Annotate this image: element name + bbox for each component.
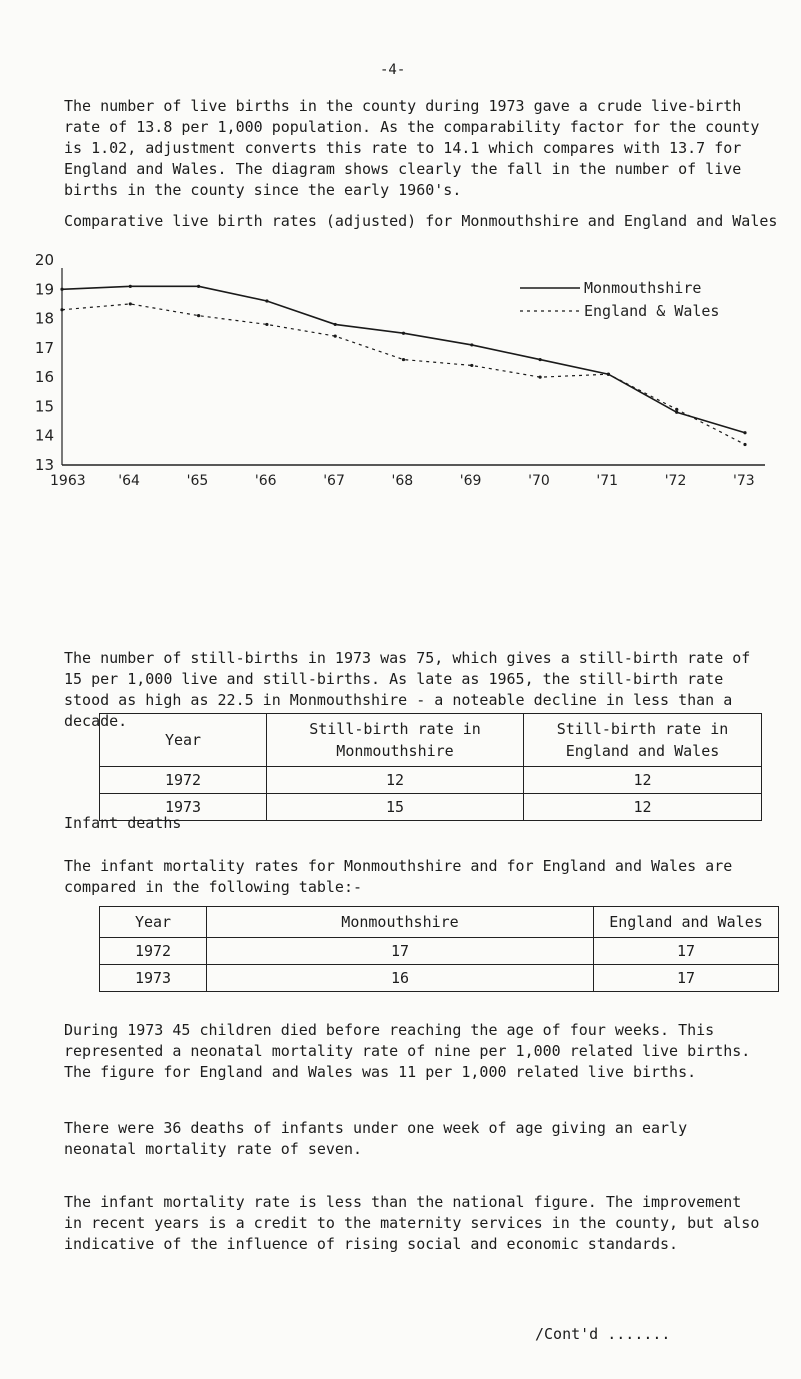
x-tick-label: '65 xyxy=(186,473,209,489)
data-point xyxy=(675,408,678,411)
page-number: -4- xyxy=(380,62,406,78)
stillbirth-header-monmouthshire: Still-birth rate in Monmouthshire xyxy=(267,714,524,767)
data-point xyxy=(607,373,610,376)
table-row xyxy=(100,767,762,794)
y-tick-label: 18 xyxy=(34,309,54,328)
chart-caption: Comparative live birth rates (adjusted) for Monmouthshire and England and Wales xyxy=(64,212,778,230)
birth-rate-chart xyxy=(0,240,801,560)
table-row xyxy=(100,938,779,965)
stillbirth-header-year: Year xyxy=(100,714,267,767)
data-point xyxy=(197,285,200,288)
x-tick-label: 1963 xyxy=(50,473,86,489)
table-cell: 17 xyxy=(594,938,779,965)
y-tick-label: 14 xyxy=(34,426,54,445)
table-row xyxy=(100,965,779,992)
infant-deaths-heading: Infant deaths xyxy=(64,814,182,832)
y-tick-label: 16 xyxy=(34,368,54,387)
data-point xyxy=(60,288,63,291)
data-point xyxy=(265,299,268,302)
x-tick-label: '64 xyxy=(118,473,140,489)
x-tick-label: '67 xyxy=(323,473,345,489)
intro-paragraph: The number of live births in the county during 1973 gave a crude live-birth rate of 13.8 per 1,000 population. As the comparability factor for the county is 1.02, adjustment converts this rate to 14.1 which compares with 13.7 for England and Wales. The diagram shows clearly the fall in the number of live births in the county since the early 1960's. xyxy=(64,97,760,199)
y-tick-label: 13 xyxy=(34,456,54,474)
data-point xyxy=(402,358,405,361)
table-cell: 12 xyxy=(524,794,762,821)
legend-label-monmouthshire: Monmouthshire xyxy=(584,279,702,297)
y-tick-label: 17 xyxy=(34,338,54,357)
data-point xyxy=(539,358,542,361)
improvement-paragraph: The infant mortality rate is less than the national figure. The improvement in recent years is a credit to the maternity services in the county, but also indicative of the influence of rising social and economic standards. xyxy=(64,1193,760,1253)
data-point xyxy=(334,335,337,338)
x-tick-label: '72 xyxy=(664,473,687,489)
early-neonatal-paragraph: There were 36 deaths of infants under one week of age giving an early neonatal mortality rate of seven. xyxy=(64,1119,688,1158)
x-tick-label: '69 xyxy=(459,473,482,489)
table-cell: 12 xyxy=(524,767,762,794)
data-point xyxy=(129,285,132,288)
continued-note: /Cont'd ....... xyxy=(535,1325,671,1343)
table-cell: 1972 xyxy=(100,938,207,965)
table-cell: 1973 xyxy=(100,965,207,992)
infant-header-monmouthshire: Monmouthshire xyxy=(207,907,594,938)
data-point xyxy=(743,431,746,434)
infant-header-england: England and Wales xyxy=(594,907,779,938)
table-cell: 15 xyxy=(267,794,524,821)
data-point xyxy=(334,323,337,326)
table-cell: 16 xyxy=(207,965,594,992)
x-tick-label: '73 xyxy=(733,473,755,489)
data-point xyxy=(539,376,542,379)
stillbirth-paragraph: The number of still-births in 1973 was 75, which gives a still-birth rate of 15 per 1,000 live and still-births. As late as 1965, the still-birth rate stood as high as 22.5 in Monmouthshire - a noteable decline in less than a decade. xyxy=(64,649,751,730)
table-cell: 17 xyxy=(594,965,779,992)
y-tick-label: 19 xyxy=(34,280,54,299)
data-point xyxy=(129,302,132,305)
data-point xyxy=(470,364,473,367)
x-tick-label: '71 xyxy=(596,473,619,489)
infant-header-year: Year xyxy=(100,907,207,938)
y-tick-label: 20 xyxy=(34,251,54,269)
infant-mortality-table xyxy=(99,906,779,992)
data-point xyxy=(470,343,473,346)
table-cell: 17 xyxy=(207,938,594,965)
table-cell: 12 xyxy=(267,767,524,794)
data-point xyxy=(197,314,200,317)
table-cell: 1973 xyxy=(100,794,267,821)
x-tick-label: '68 xyxy=(391,473,414,489)
stillbirth-header-england: Still-birth rate in England and Wales xyxy=(524,714,762,767)
stillbirth-table xyxy=(99,713,762,821)
data-point xyxy=(60,308,63,311)
legend-label-england-wales: England & Wales xyxy=(584,302,720,320)
data-point xyxy=(402,332,405,335)
data-point xyxy=(265,323,268,326)
x-tick-label: '70 xyxy=(528,473,550,489)
table-row xyxy=(100,794,762,821)
y-tick-label: 15 xyxy=(34,397,54,416)
infant-paragraph: The infant mortality rates for Monmouthshire and for England and Wales are compared in the following table:- xyxy=(64,857,733,896)
data-point xyxy=(743,443,746,446)
table-cell: 1972 xyxy=(100,767,267,794)
data-point xyxy=(675,411,678,414)
series-line-england-wales xyxy=(62,304,745,445)
x-tick-label: '66 xyxy=(254,473,277,489)
neonatal-paragraph: During 1973 45 children died before reaching the age of four weeks. This represented a neonatal mortality rate of nine per 1,000 related live births. The figure for England and Wales was 11 per 1,000 related live births. xyxy=(64,1021,751,1081)
